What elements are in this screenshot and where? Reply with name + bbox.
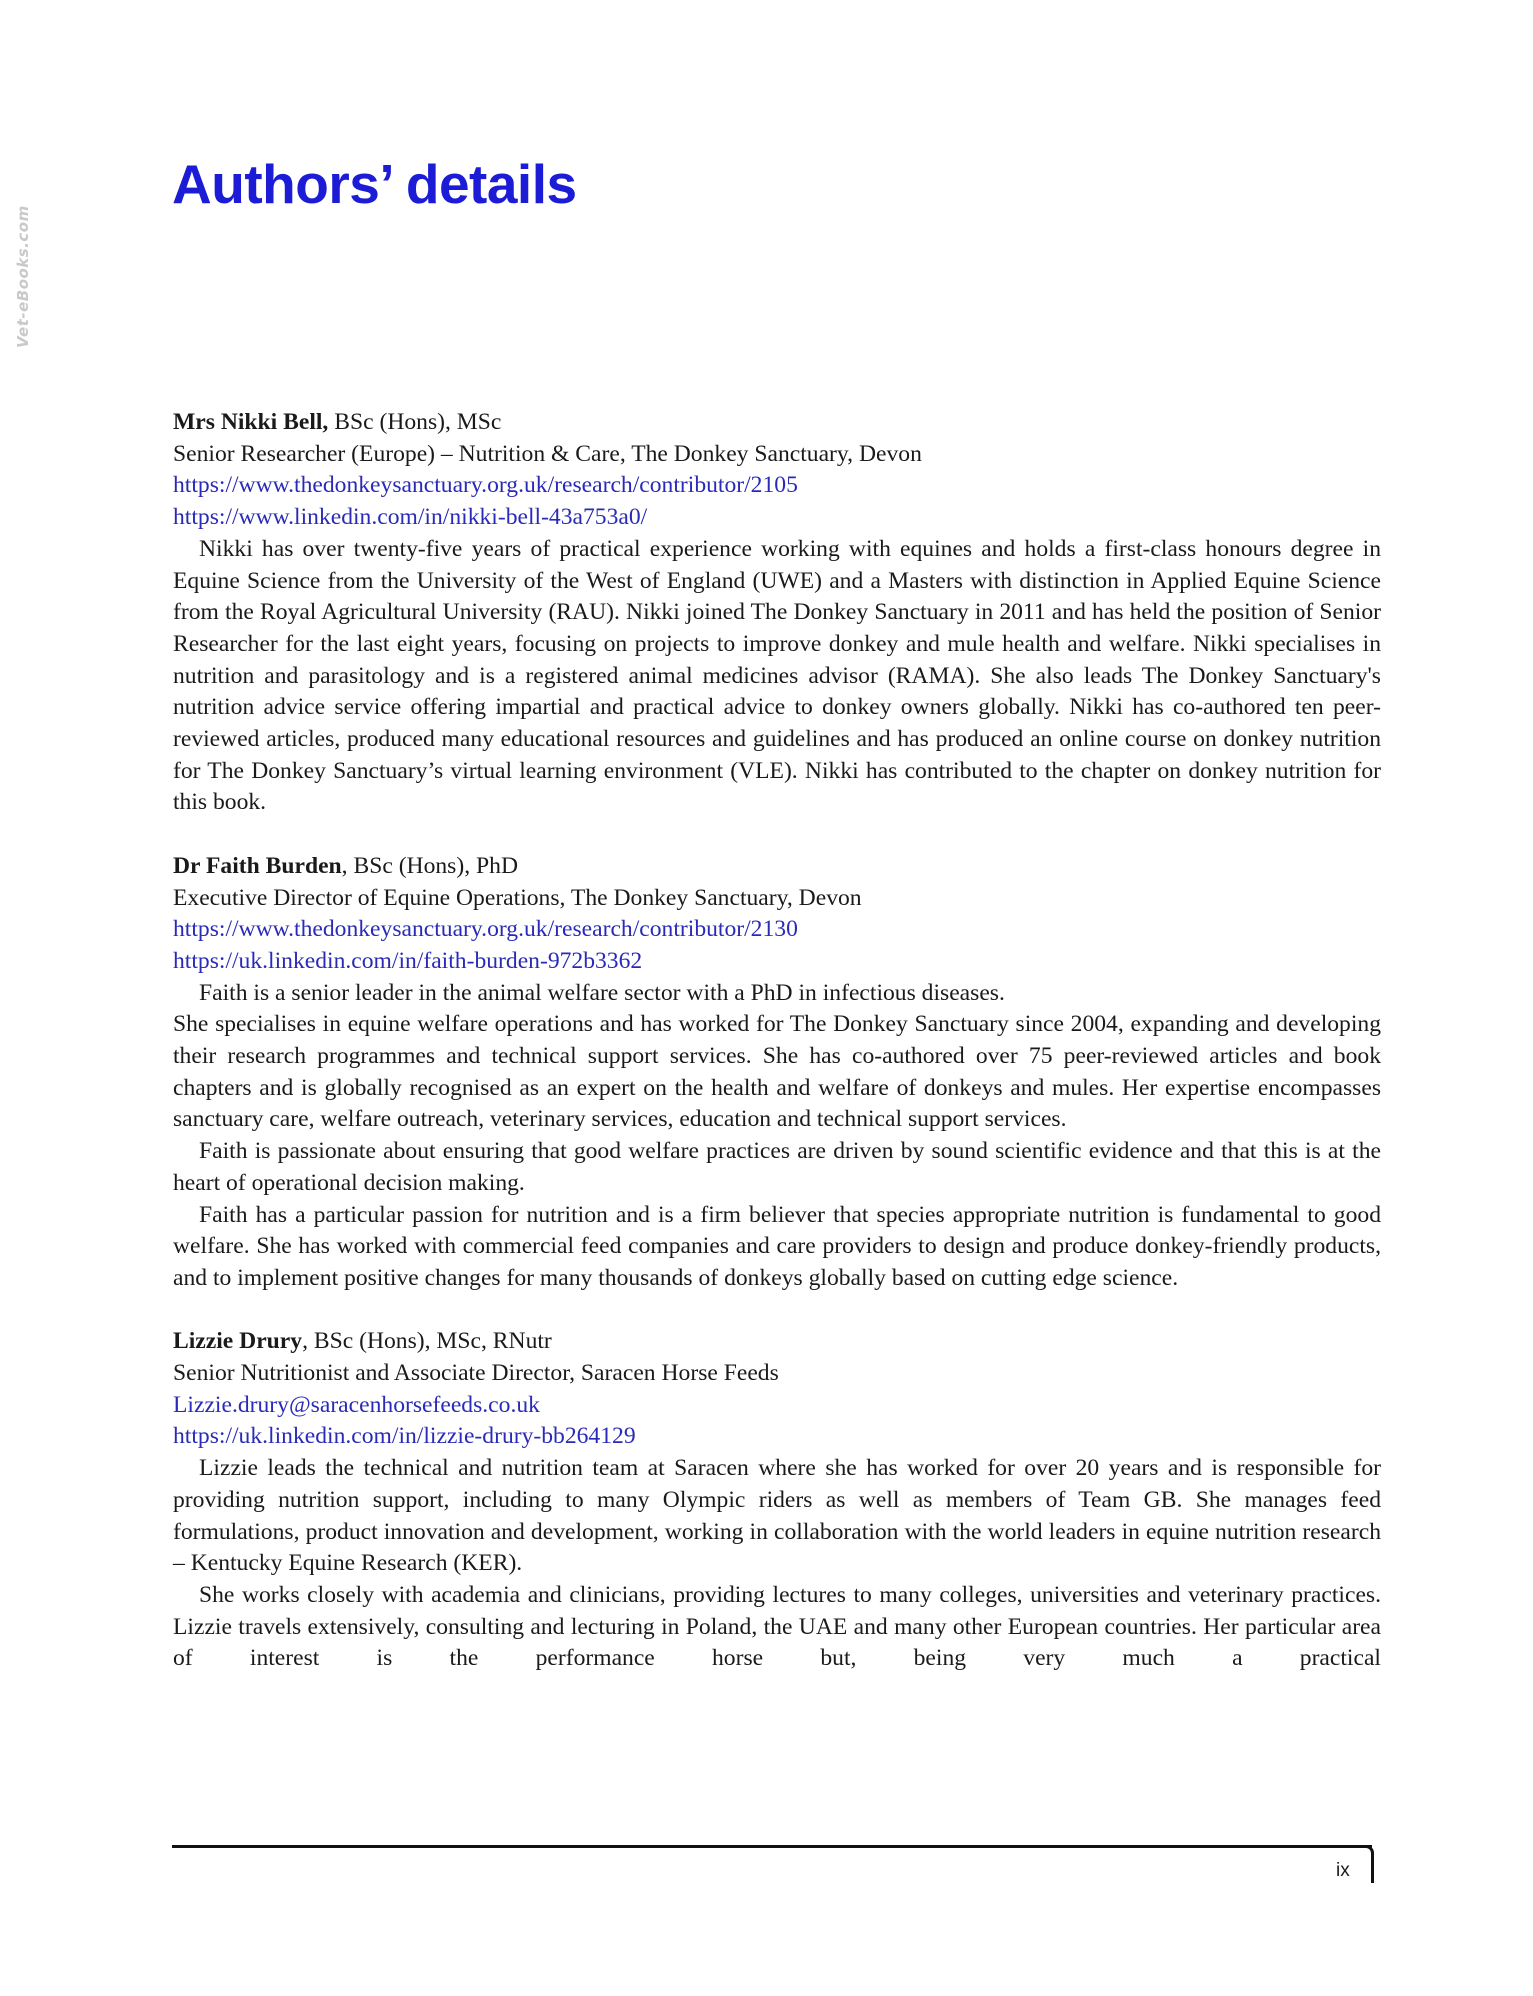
author-role: Executive Director of Equine Operations, The Donkey Sanctuary, Devon [173, 884, 862, 911]
page-title: Authors’ details [172, 153, 577, 215]
author-bio-paragraph: Faith is a senior leader in the animal welfare sector with a PhD in infectious diseases. [199, 979, 1005, 1006]
authors-list [173, 407, 1381, 1707]
author-bio-paragraph: She specialises in equine welfare operations and has worked for The Donkey Sanctuary since 2004, expanding and developing their research programmes and technical support services. She has co-authored over 75 peer-reviewed articles and book chapters and is globally recognised as an expert on the health and welfare of donkeys and mules. Her expertise encompasses sanctuary care, welfare outreach, veterinary services, education and technical support services. [173, 1011, 1381, 1133]
author-bio-paragraph: Faith has a particular passion for nutrition and is a firm believer that species appropriate nutrition is fundamental to good welfare. She has worked with commercial feed companies and care providers to design and produce donkey-friendly products, and to implement positive changes for many thousands of donkeys globally based on cutting edge science. [173, 1201, 1381, 1291]
author-role: Senior Researcher (Europe) – Nutrition & Care, The Donkey Sanctuary, Devon [173, 440, 922, 467]
author-email-link[interactable]: Lizzie.drury@saracenhorsefeeds.co.uk [173, 1391, 540, 1418]
author-credentials: , BSc (Hons), MSc, RNutr [302, 1328, 552, 1355]
author-name: Dr Faith Burden [173, 852, 342, 879]
page-number: ix [1336, 1860, 1350, 1881]
author-heading [173, 407, 1381, 439]
author-bio-paragraph: Nikki has over twenty-five years of practical experience working with equines and holds a first-class honours degree in Equine Science from the University of the West of England (UWE) and a Masters with distinction in Applied Equine Science from the Royal Agricultural University (RAU). Nikki joined The Donkey Sanctuary in 2011 and has held the position of Senior Researcher for the last eight years, focusing on projects to improve donkey and mule health and welfare. Nikki specialises in nutrition and parasitology and is a registered animal medicines advisor (RAMA). She also leads The Donkey Sanctuary's nutrition advice service offering impartial and practical advice to donkey owners globally. Nikki has co-authored ten peer-reviewed articles, produced many educational resources and guidelines and has produced an online course on donkey nutrition for The Donkey Sanctuary’s virtual learning environment (VLE). Nikki has contributed to the chapter on donkey nutrition for this book. [173, 535, 1381, 816]
author-entry-lizzie-drury [173, 1326, 1381, 1675]
author-name: Mrs Nikki Bell, [173, 409, 329, 435]
author-credentials: , BSc (Hons), PhD [341, 852, 518, 879]
author-bio-paragraph: Lizzie leads the technical and nutrition team at Saracen where she has worked for over 20 years and is responsible for providing nutrition support, including to many Olympic riders as well as members of Team GB. She manages feed formulations, product innovation and development, working in collaboration with the world leaders in equine nutrition research – Kentucky Equine Research (KER). [173, 1455, 1381, 1577]
author-bio-paragraph: Faith is passionate about ensuring that good welfare practices are driven by sound scientific evidence and that this is at the heart of operational decision making. [173, 1138, 1381, 1196]
author-linkedin-link[interactable]: https://uk.linkedin.com/in/lizzie-drury-bb264129 [173, 1423, 636, 1450]
author-bio-paragraph: She works closely with academia and clinicians, providing lectures to many colleges, universities and veterinary practices. Lizzie travels extensively, consulting and lecturing in Poland, the UAE and many other European countries. Her particular area of interest is the performance horse but, being very much a practical [173, 1581, 1381, 1672]
author-linkedin-link[interactable]: https://uk.linkedin.com/in/faith-burden-972b3362 [173, 947, 643, 974]
author-heading [173, 851, 1381, 883]
author-role: Senior Nutritionist and Associate Director, Saracen Horse Feeds [173, 1360, 779, 1387]
footer-corner-mark [1364, 1845, 1374, 1883]
author-name: Lizzie Drury [173, 1328, 303, 1355]
author-entry-nikki-bell [173, 407, 1381, 819]
watermark: Vet-eBooks.com [14, 205, 32, 348]
footer-rule [172, 1845, 1372, 1848]
author-credentials: BSc (Hons), MSc [328, 409, 502, 435]
author-entry-faith-burden [173, 851, 1381, 1295]
author-profile-link[interactable]: https://www.thedonkeysanctuary.org.uk/research/contributor/2105 [173, 472, 798, 499]
author-linkedin-link[interactable]: https://www.linkedin.com/in/nikki-bell-43a753a0/ [173, 504, 648, 531]
author-profile-link[interactable]: https://www.thedonkeysanctuary.org.uk/research/contributor/2130 [173, 916, 798, 943]
author-heading [173, 1326, 1381, 1358]
